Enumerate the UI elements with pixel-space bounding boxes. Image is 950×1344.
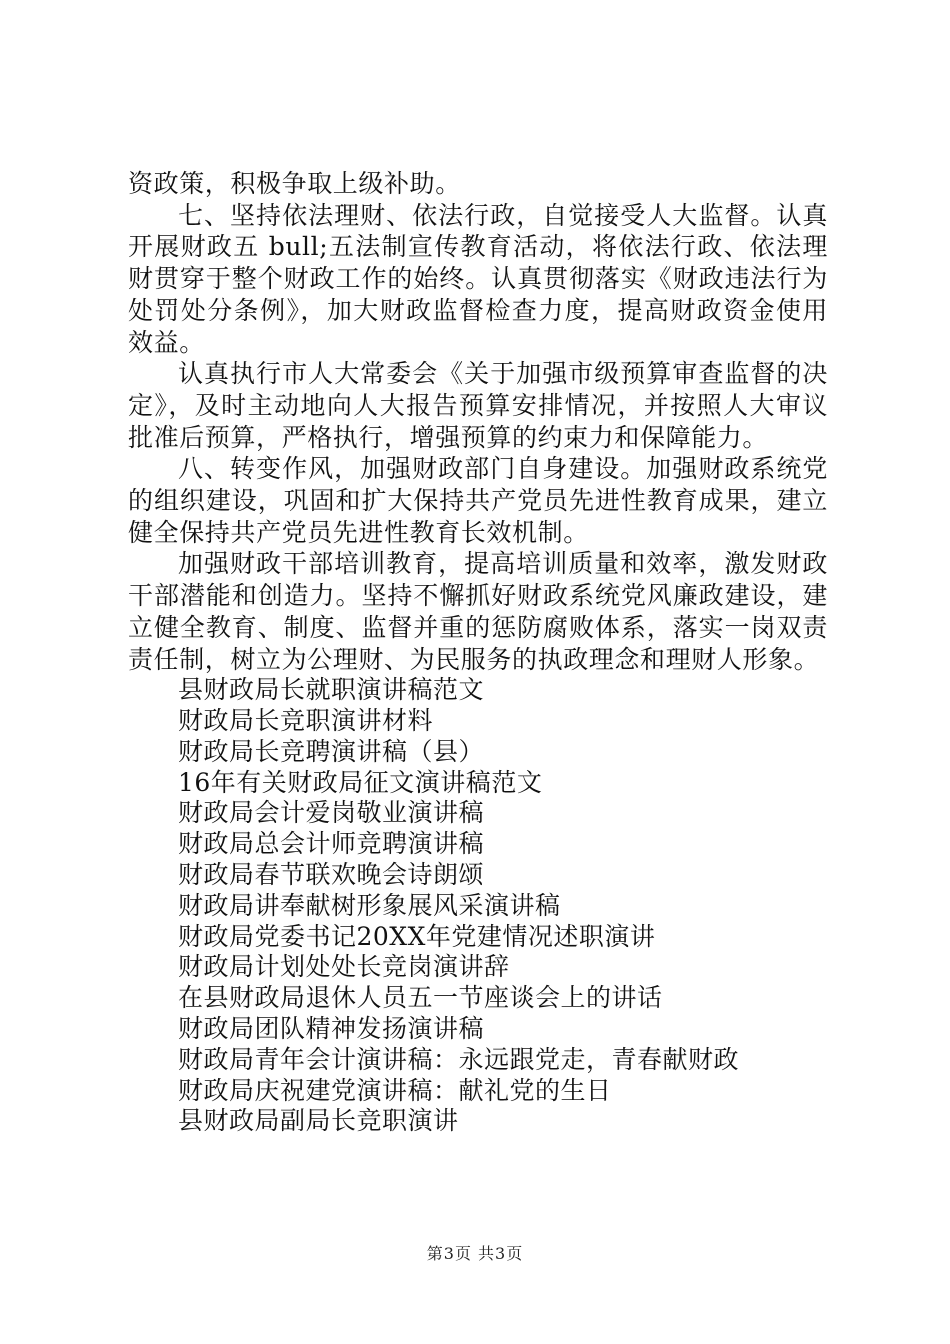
- paragraph: 七、坚持依法理财、依法行政，自觉接受人大监督。认真开展财政五 bull;五法制宣传教育活动，将依法行政、依法理财贯穿于整个财政工作的始终。认真贯彻落实《财政违法行为处罚处分条例》，加大财政监督检查力度，提高财政资金使用效益。: [128, 200, 828, 357]
- related-article-item: 16年有关财政局征文演讲稿范文: [178, 767, 543, 797]
- page-footer: 第3页 共3页: [426, 1244, 524, 1263]
- related-article-item: 县财政局副局长竞职演讲: [178, 1106, 459, 1136]
- related-article-item: 财政局团队精神发扬演讲稿: [178, 1014, 485, 1044]
- related-article-item: 财政局总会计师竞聘演讲稿: [178, 829, 485, 859]
- related-article-item: 财政局春节联欢晚会诗朗颂: [178, 860, 485, 890]
- related-article-item: 财政局青年会计演讲稿：永远跟党走，青春献财政: [178, 1044, 740, 1074]
- related-article-item: 财政局庆祝建党演讲稿：献礼党的生日: [178, 1075, 612, 1105]
- paragraph: 加强财政干部培训教育，提高培训质量和效率，激发财政干部潜能和创造力。坚持不懈抓好财政系统党风廉政建设，建立健全教育、制度、监督并重的惩防腐败体系，落实一岗双责责任制，树立为公理财、为民服务的执政理念和理财人形象。: [128, 549, 828, 674]
- related-article-item: 财政局长竞聘演讲稿（县）: [178, 736, 485, 766]
- paragraph: 认真执行市人大常委会《关于加强市级预算审查监督的决定》，及时主动地向人大报告预算安排情况，并按照人大审议批准后预算，严格执行，增强预算的约束力和保障能力。: [128, 359, 828, 452]
- related-article-item: 在县财政局退休人员五一节座谈会上的讲话: [178, 983, 663, 1013]
- related-article-item: 财政局党委书记20XX年党建情况述职演讲: [178, 921, 656, 951]
- document-body: [128, 168, 828, 1137]
- related-articles-list: [128, 675, 828, 1137]
- paragraph: 八、转变作风，加强财政部门自身建设。加强财政系统党的组织建设，巩固和扩大保持共产党员先进性教育成果，建立健全保持共产党员先进性教育长效机制。: [128, 454, 828, 547]
- related-article-item: 财政局讲奉献树形象展风采演讲稿: [178, 890, 561, 920]
- related-article-item: 财政局计划处处长竞岗演讲辞: [178, 952, 510, 982]
- related-article-item: 财政局会计爱岗敬业演讲稿: [178, 798, 485, 828]
- related-article-item: 县财政局长就职演讲稿范文: [178, 675, 485, 705]
- related-article-item: 财政局长竞职演讲材料: [178, 706, 434, 736]
- paragraph: 资政策，积极争取上级补助。: [128, 169, 461, 198]
